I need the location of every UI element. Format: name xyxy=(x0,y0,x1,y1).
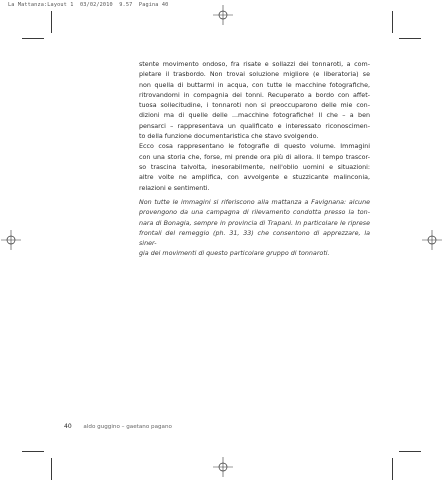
body-line: altre volte ne amplifica, con avvolgente e stuzzicante malinconia, xyxy=(139,174,370,182)
registration-mark-icon xyxy=(0,229,22,251)
body-line: relazioni e sentimenti. xyxy=(139,184,210,192)
crop-mark xyxy=(51,11,52,33)
body-line: dizioni ma di quelle delle ...macchine fotografiche! Il che – a ben xyxy=(139,112,370,120)
crop-mark xyxy=(392,458,393,480)
crop-mark xyxy=(399,38,421,39)
caption-line: Non tutte le immagini si riferiscono alla mattanza a Favignana: alcune xyxy=(139,199,370,206)
registration-mark-icon xyxy=(421,229,443,251)
registration-mark-icon xyxy=(212,456,234,478)
body-line: pletare il trasbordo. Non trovai soluzione migliore (e liberatoria) se xyxy=(139,71,370,79)
body-line: stente movimento ondoso, fra risate e sollazzi dei tonnaroti, a com- xyxy=(139,61,370,68)
caption-line: nara di Bonagia, sempre in provincia di Trapani. In particolare le riprese xyxy=(139,219,370,227)
caption-line: gia dei movimenti di questo particolare gruppo di tonnaroti. xyxy=(139,250,330,258)
crop-mark xyxy=(22,451,44,452)
caption-line: frontali del remeggio (ph. 31, 33) che consentono di apprezzare, la siner- xyxy=(139,229,370,248)
body-line: to della funzione documentaristica che stavo svolgendo. xyxy=(139,133,319,141)
crop-mark xyxy=(399,451,421,452)
crop-mark xyxy=(22,38,44,39)
body-paragraph xyxy=(139,60,370,194)
registration-mark-icon xyxy=(212,4,234,26)
body-line: non quella di buttarmi in acqua, con tutte le macchine fotografiche, xyxy=(139,81,370,89)
page-footer xyxy=(64,423,172,430)
body-line: con una storia che, forse, mi prende ora più di allora. Il tempo trascor- xyxy=(139,153,370,161)
caption-note xyxy=(139,198,370,260)
footer-authors: aldo guggino – gaetano pagano xyxy=(83,424,172,430)
page-number: 40 xyxy=(64,423,72,430)
print-slug: La Mattanza:Layout 1 03/02/2010 9.57 Pagina 40 xyxy=(8,2,169,8)
crop-mark xyxy=(392,11,393,33)
body-line: pensarci – rappresentava un qualificato e interessato riconoscimen- xyxy=(139,122,370,130)
crop-mark xyxy=(51,458,52,480)
body-line: ritrovandomi in compagnia dei tonni. Recuperato a bordo con affet- xyxy=(139,91,370,99)
body-line: Ecco cosa rappresentano le fotografie di questo volume. Immagini xyxy=(139,143,370,151)
body-line: tuosa sollecitudine, i tonnaroti non si preoccuparono delle mie con- xyxy=(139,102,370,110)
caption-line: provengono da una campagna di rilevamento condotta presso la ton- xyxy=(139,209,370,217)
body-line: so trascina talvolta, inesorabilmente, nell'oblio uomini e situazioni: xyxy=(139,163,370,171)
